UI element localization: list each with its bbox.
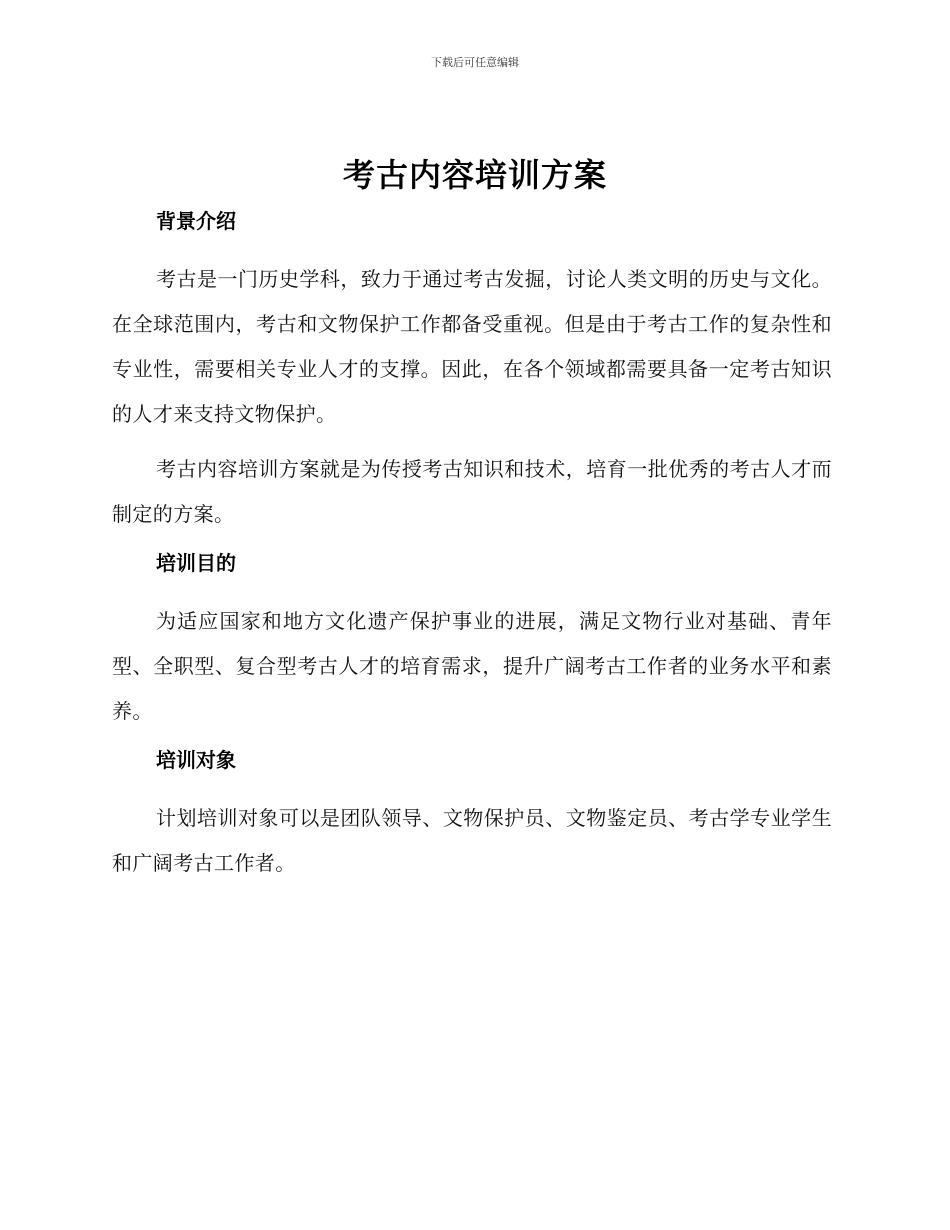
- paragraph: 为适应国家和地方文化遗产保护事业的进展，满足文物行业对基础、青年型、全职型、复合型考古人才的培育需求，提升广阔考古工作者的业务水平和素养。: [112, 609, 832, 723]
- section-heading: 培训对象: [156, 748, 236, 772]
- section-background: [112, 205, 832, 537]
- section-heading: 培训目的: [156, 551, 236, 575]
- document-title: 考古内容培训方案: [342, 156, 607, 194]
- paragraph: 考古内容培训方案就是为传授考古知识和技术，培育一批优秀的考古人才而制定的方案。: [112, 457, 832, 526]
- paragraph: 考古是一门历史学科，致力于通过考古发掘，讨论人类文明的历史与文化。在全球范围内，考古和文物保护工作都备受重视。但是由于考古工作的复杂性和专业性，需要相关专业人才的支撑。因此，在各个领域都需要具备一定考古知识的人才来支持文物保护。: [112, 267, 832, 426]
- section-purpose: [112, 547, 832, 734]
- document-body: [112, 205, 832, 896]
- section-heading: 背景介绍: [156, 209, 236, 233]
- section-audience: [112, 744, 832, 886]
- page-header-note: 下载后可任意编辑: [431, 56, 519, 69]
- paragraph: 计划培训对象可以是团队领导、文物保护员、文物鉴定员、考古学专业学生和广阔考古工作者。: [112, 806, 832, 875]
